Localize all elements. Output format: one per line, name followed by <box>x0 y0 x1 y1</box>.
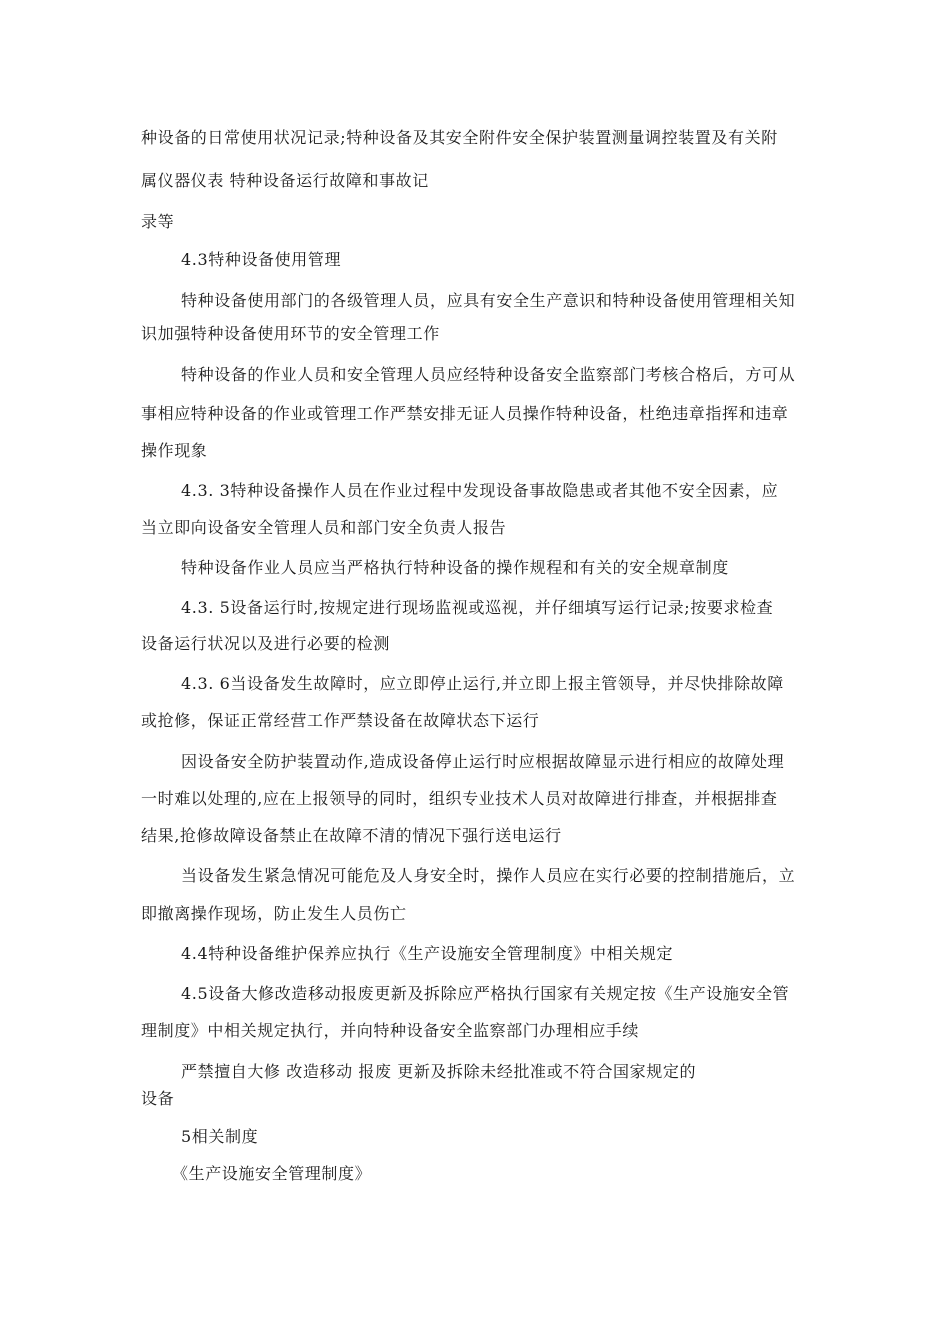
text-line: 或抢修，保证正常经营工作严禁设备在故障状态下运行 <box>141 711 540 730</box>
text-line: 操作现象 <box>141 441 208 460</box>
text-line: 即撤离操作现场，防止发生人员伤亡 <box>141 904 407 923</box>
text-line: 识加强特种设备使用环节的安全管理工作 <box>141 324 440 343</box>
text-line: 4.3. 6当设备发生故障时，应立即停止运行,并立即上报主管领导，并尽快排除故障 <box>181 674 784 693</box>
text-line: 设备运行状况以及进行必要的检测 <box>141 634 391 653</box>
text-line: 理制度》中相关规定执行，并向特种设备安全监察部门办理相应手续 <box>141 1021 640 1040</box>
section-heading: 5相关制度 <box>181 1127 259 1146</box>
text-line: 严禁擅自大修 改造移动 报废 更新及拆除未经批准或不符合国家规定的 <box>181 1062 697 1081</box>
text-line: 因设备安全防护装置动作,造成设备停止运行时应根据故障显示进行相应的故障处理 <box>181 752 785 771</box>
text-line: 当设备发生紧急情况可能危及人身安全时，操作人员应在实行必要的控制措施后，立 <box>181 866 796 885</box>
text-line: 4.3. 3特种设备操作人员在作业过程中发现设备事故隐患或者其他不安全因素，应 <box>181 481 779 500</box>
text-line: 当立即向设备安全管理人员和部门安全负责人报告 <box>141 518 507 537</box>
text-line: 4.3. 5设备运行时,按规定进行现场监视或巡视，并仔细填写运行记录;按要求检查 <box>181 598 774 617</box>
text-line: 4.5设备大修改造移动报废更新及拆除应严格执行国家有关规定按《生产设施安全管 <box>181 984 790 1003</box>
text-line: 《生产设施安全管理制度》 <box>172 1164 372 1183</box>
text-line: 属仪器仪表 特种设备运行故障和事故记 <box>141 171 429 190</box>
text-line: 设备 <box>141 1089 175 1108</box>
text-line: 事相应特种设备的作业或管理工作严禁安排无证人员操作特种设备，杜绝违章指挥和违章 <box>141 404 789 423</box>
text-line: 结果,抢修故障设备禁止在故障不清的情况下强行送电运行 <box>141 826 562 845</box>
text-line: 种设备的日常使用状况记录;特种设备及其安全附件安全保护装置测量调控装置及有关附 <box>141 128 778 147</box>
text-line: 特种设备使用部门的各级管理人员，应具有安全生产意识和特种设备使用管理相关知 <box>181 291 796 310</box>
text-line: 4.4特种设备维护保养应执行《生产设施安全管理制度》中相关规定 <box>181 944 674 963</box>
text-line: 一时难以处理的,应在上报领导的同时，组织专业技术人员对故障进行排查，并根据排查 <box>141 789 778 808</box>
section-heading: 4.3特种设备使用管理 <box>181 250 342 269</box>
text-line: 特种设备作业人员应当严格执行特种设备的操作规程和有关的安全规章制度 <box>181 558 729 577</box>
text-line: 特种设备的作业人员和安全管理人员应经特种设备安全监察部门考核合格后，方可从 <box>181 365 796 384</box>
text-line: 录等 <box>141 212 175 231</box>
